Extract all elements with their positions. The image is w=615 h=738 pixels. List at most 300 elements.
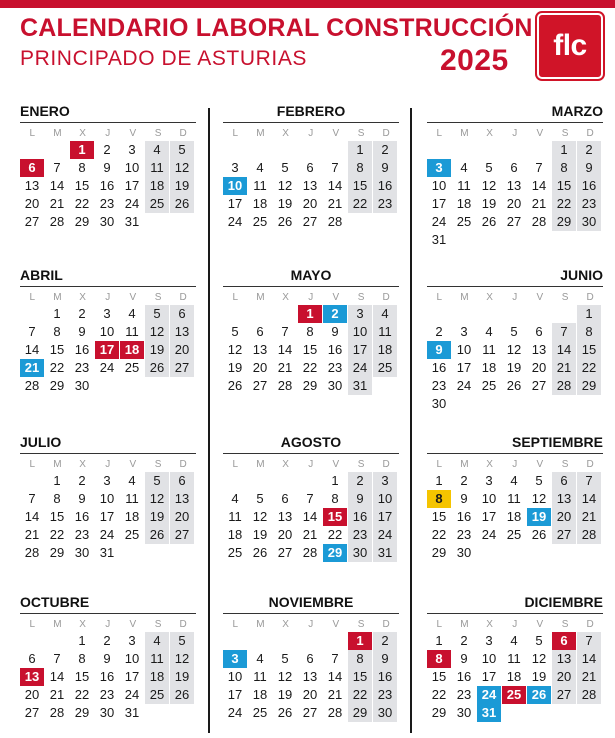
day-cell: 4 [256,160,264,175]
weekday-label: D [382,291,390,303]
weekday-label: J [308,458,314,470]
weekday-label: J [105,127,111,139]
day-cell: 9 [78,491,86,506]
day-cell: 26 [227,378,243,393]
weekend-day: 1 [348,141,372,159]
weekday-label: J [105,458,111,470]
day-cell: 12 [277,178,293,193]
empty-cell [248,632,272,650]
day-cell: 10 [124,160,140,175]
weekend-day: 21 [577,668,601,686]
weekend-day: 15 [348,668,372,686]
weekend-day: 27 [170,526,194,544]
empty-cell [298,141,322,159]
day-cell: 15 [49,509,65,524]
flc-logo [537,13,603,79]
day-cell: 16 [74,509,90,524]
day-cell: 20 [531,360,547,375]
day-cell: 11 [253,669,267,684]
weekend-day: 2 [577,141,601,159]
day-cell: 25 [252,214,268,229]
weekday-label: V [536,458,544,470]
day-grid [223,305,399,395]
weekend-day: 23 [348,526,372,544]
weekday-label: M [53,618,62,630]
weekday-label: D [586,127,594,139]
day-cell: 9 [460,491,468,506]
weekend-day: 18 [373,341,397,359]
empty-cell [477,305,501,323]
day-cell: 1 [78,633,86,648]
empty-cell [452,305,476,323]
day-cell: 21 [327,196,343,211]
day-cell: 15 [431,509,447,524]
day-cell: 11 [125,324,139,339]
day-cell: 27 [252,378,268,393]
weekday-label: L [232,618,239,630]
day-cell: 29 [74,705,90,720]
weekend-day: 30 [373,704,397,722]
weekend-day: 29 [552,213,576,231]
day-cell: 22 [49,527,65,542]
day-cell: 30 [431,396,447,411]
day-cell: 6 [256,324,264,339]
weekday-label: D [382,458,390,470]
weekday-label: M [460,127,469,139]
weekday-label: D [382,618,390,630]
logo-text: flc [553,29,587,62]
weekday-label: J [308,127,314,139]
month-name: FEBRERO [276,103,346,119]
day-cell: 23 [431,378,447,393]
weekend-day: 7 [552,323,576,341]
weekend-day: 8 [552,159,576,177]
day-cell: 9 [103,651,111,666]
weekday-label: J [308,618,314,630]
weekend-day: 13 [170,323,194,341]
day-cell: 13 [302,669,318,684]
weekday-label: X [486,458,493,470]
weekday-label: L [436,458,443,470]
weekday-label: J [105,291,111,303]
day-cell: 8 [53,491,61,506]
day-cell: 31 [124,214,140,229]
day-cell: 29 [74,214,90,229]
day-cell: 12 [481,178,497,193]
day-cell: 27 [302,214,318,229]
local-holiday-day: 9 [427,341,451,359]
day-cell: 24 [124,687,140,702]
weekend-day: 31 [373,544,397,562]
weekday-label: L [29,618,36,630]
day-grid [20,632,196,722]
weekday-header [427,289,603,305]
weekday-label: S [154,291,162,303]
empty-cell [273,305,297,323]
month-name: ABRIL [20,267,63,283]
day-cell: 21 [49,196,65,211]
holiday-day: 15 [323,508,347,526]
weekend-day: 2 [373,141,397,159]
day-cell: 3 [460,324,468,339]
weekend-day: 8 [577,323,601,341]
day-cell: 22 [431,687,447,702]
weekend-day: 4 [145,632,169,650]
day-cell: 24 [227,705,243,720]
weekday-label: S [154,618,162,630]
empty-cell [527,141,551,159]
day-cell: 21 [327,687,343,702]
day-cell: 1 [331,473,339,488]
day-cell: 11 [253,178,267,193]
day-cell: 22 [74,687,90,702]
weekday-label: V [332,127,340,139]
weekday-label: L [436,291,443,303]
day-cell: 6 [510,160,518,175]
weekday-label: M [460,291,469,303]
day-cell: 20 [506,196,522,211]
weekend-day: 24 [348,359,372,377]
day-cell: 28 [302,545,318,560]
weekday-label: V [129,127,137,139]
weekday-label: D [179,127,187,139]
day-cell: 14 [327,669,343,684]
day-cell: 7 [53,160,61,175]
day-cell: 26 [506,378,522,393]
weekday-label: X [79,618,86,630]
empty-cell [20,472,44,490]
weekend-day: 14 [577,650,601,668]
weekend-day: 12 [170,159,194,177]
weekday-label: X [282,291,289,303]
weekday-label: D [586,291,594,303]
empty-cell [273,632,297,650]
local-holiday-day: 29 [323,544,347,562]
empty-cell [248,305,272,323]
weekday-label: X [486,291,493,303]
empty-cell [527,305,551,323]
day-cell: 24 [99,360,115,375]
day-cell: 5 [535,473,543,488]
weekday-header [427,616,603,632]
weekend-day: 13 [552,490,576,508]
day-cell: 20 [277,527,293,542]
weekday-label: X [486,127,493,139]
day-cell: 18 [456,196,472,211]
day-cell: 21 [24,527,40,542]
weekday-label: S [357,291,365,303]
day-cell: 15 [431,669,447,684]
day-cell: 7 [53,651,61,666]
day-cell: 24 [481,527,497,542]
empty-cell [427,305,451,323]
day-cell: 14 [531,178,547,193]
day-cell: 10 [99,491,115,506]
weekday-label: L [436,127,443,139]
weekday-label: V [129,291,137,303]
day-cell: 12 [531,491,547,506]
month-rule [20,453,196,454]
day-cell: 23 [99,687,115,702]
weekend-day: 19 [170,177,194,195]
local-holiday-day: 3 [427,159,451,177]
weekend-day: 5 [145,305,169,323]
local-holiday-day: 31 [477,704,501,722]
weekend-day: 15 [552,177,576,195]
month-marzo [427,102,603,249]
day-cell: 25 [506,527,522,542]
month-name: SEPTIEMBRE [511,434,603,450]
empty-cell [273,141,297,159]
weekend-day: 17 [373,508,397,526]
local-holiday-day: 24 [477,686,501,704]
day-cell: 19 [277,196,293,211]
day-cell: 11 [482,342,496,357]
day-cell: 28 [327,214,343,229]
holiday-day: 18 [120,341,144,359]
weekday-label: J [512,291,518,303]
day-cell: 5 [231,324,239,339]
weekend-day: 29 [348,704,372,722]
day-cell: 30 [74,545,90,560]
weekend-day: 10 [348,323,372,341]
day-cell: 24 [227,214,243,229]
day-grid [20,472,196,562]
day-cell: 1 [53,306,61,321]
month-rule [223,122,399,123]
day-cell: 30 [327,378,343,393]
day-cell: 2 [103,142,111,157]
day-cell: 11 [125,491,139,506]
weekend-day: 5 [145,472,169,490]
empty-cell [223,472,247,490]
empty-cell [298,632,322,650]
day-cell: 25 [124,527,140,542]
weekend-day: 16 [373,177,397,195]
day-cell: 19 [277,687,293,702]
weekday-label: V [332,618,340,630]
weekend-day: 13 [552,650,576,668]
day-cell: 20 [24,196,40,211]
weekend-day: 23 [577,195,601,213]
weekday-label: X [282,458,289,470]
month-noviembre [223,593,399,722]
day-cell: 27 [277,545,293,560]
day-cell: 13 [302,178,318,193]
weekend-day: 11 [373,323,397,341]
day-cell: 4 [128,473,136,488]
day-cell: 17 [99,509,115,524]
empty-cell [502,141,526,159]
weekday-label: L [232,291,239,303]
weekend-day: 31 [348,377,372,395]
day-cell: 21 [302,527,318,542]
local-holiday-day: 3 [223,650,247,668]
day-cell: 19 [252,527,268,542]
day-cell: 29 [49,378,65,393]
month-mayo [223,266,399,395]
month-enero [20,102,196,231]
day-cell: 11 [457,178,471,193]
day-cell: 18 [252,687,268,702]
weekend-day: 15 [348,177,372,195]
day-cell: 18 [124,509,140,524]
month-rule [20,286,196,287]
weekday-header [20,125,196,141]
weekend-day: 3 [348,305,372,323]
day-cell: 7 [331,651,339,666]
day-cell: 30 [456,705,472,720]
day-cell: 25 [252,705,268,720]
weekend-day: 16 [373,668,397,686]
weekday-label: J [308,291,314,303]
day-cell: 30 [74,378,90,393]
day-cell: 10 [456,342,472,357]
empty-cell [20,305,44,323]
day-cell: 15 [74,178,90,193]
day-cell: 1 [53,473,61,488]
day-cell: 27 [506,214,522,229]
weekend-day: 10 [373,490,397,508]
day-cell: 16 [456,669,472,684]
day-cell: 28 [49,705,65,720]
day-cell: 19 [506,360,522,375]
weekday-label: D [179,291,187,303]
day-cell: 5 [485,160,493,175]
day-cell: 5 [510,324,518,339]
day-cell: 14 [49,669,65,684]
weekend-day: 28 [577,526,601,544]
day-grid [223,472,399,562]
weekend-day: 26 [170,686,194,704]
day-cell: 27 [24,214,40,229]
weekday-label: J [105,618,111,630]
weekday-header [223,125,399,141]
weekend-day: 26 [145,526,169,544]
weekend-day: 18 [145,668,169,686]
weekend-day: 25 [145,195,169,213]
day-cell: 16 [456,509,472,524]
weekend-day: 22 [577,359,601,377]
weekday-label: M [256,618,265,630]
weekend-day: 5 [170,141,194,159]
weekday-label: X [79,127,86,139]
day-cell: 30 [99,214,115,229]
day-cell: 30 [99,705,115,720]
day-cell: 11 [507,651,521,666]
weekday-label: M [256,127,265,139]
weekend-day: 9 [348,490,372,508]
day-cell: 2 [78,306,86,321]
month-septiembre [427,433,603,562]
day-cell: 29 [431,545,447,560]
day-cell: 10 [124,651,140,666]
month-rule [223,286,399,287]
weekend-day: 8 [348,650,372,668]
day-cell: 14 [277,342,293,357]
weekday-label: V [129,458,137,470]
day-cell: 23 [456,687,472,702]
page-title: CALENDARIO LABORAL CONSTRUCCIÓN [20,14,533,42]
weekend-day: 1 [577,305,601,323]
weekday-label: M [460,618,469,630]
weekday-label: L [29,458,36,470]
weekend-day: 25 [145,686,169,704]
weekday-label: S [357,618,365,630]
weekend-day: 9 [373,650,397,668]
weekend-day: 28 [577,686,601,704]
day-cell: 27 [24,705,40,720]
weekend-day: 3 [373,472,397,490]
weekend-day: 13 [170,490,194,508]
day-cell: 23 [99,196,115,211]
day-cell: 4 [256,651,264,666]
empty-cell [452,141,476,159]
holiday-day: 1 [298,305,322,323]
weekday-label: D [179,618,187,630]
month-diciembre [427,593,603,722]
weekend-day: 15 [577,341,601,359]
month-name: MARZO [551,103,603,119]
weekday-label: S [357,127,365,139]
day-cell: 31 [99,545,115,560]
weekday-label: X [486,618,493,630]
weekend-day: 1 [552,141,576,159]
day-cell: 24 [124,196,140,211]
day-cell: 13 [506,178,522,193]
weekend-day: 19 [145,508,169,526]
day-cell: 28 [24,545,40,560]
day-cell: 3 [103,306,111,321]
top-bar [0,0,615,8]
day-cell: 3 [128,142,136,157]
weekend-day: 26 [145,359,169,377]
day-cell: 28 [327,705,343,720]
day-cell: 4 [510,633,518,648]
weekend-day: 2 [373,632,397,650]
weekend-day: 6 [552,472,576,490]
day-cell: 7 [535,160,543,175]
month-rule [427,286,603,287]
day-cell: 13 [531,342,547,357]
day-cell: 2 [460,473,468,488]
weekend-day: 21 [552,359,576,377]
weekday-label: V [129,618,137,630]
holiday-day: 25 [502,686,526,704]
weekday-label: L [436,618,443,630]
day-cell: 25 [124,360,140,375]
weekday-label: M [53,458,62,470]
weekend-day: 6 [170,472,194,490]
day-cell: 26 [277,214,293,229]
day-cell: 18 [252,196,268,211]
day-cell: 22 [327,527,343,542]
month-name: DICIEMBRE [524,594,603,610]
weekend-day: 27 [170,359,194,377]
day-cell: 11 [507,491,521,506]
day-cell: 7 [331,160,339,175]
weekday-header [223,456,399,472]
empty-cell [223,305,247,323]
day-cell: 19 [481,196,497,211]
empty-cell [477,141,501,159]
day-cell: 14 [49,178,65,193]
weekday-header [223,289,399,305]
day-cell: 20 [252,360,268,375]
weekend-day: 17 [348,341,372,359]
day-cell: 12 [252,509,268,524]
day-cell: 6 [306,160,314,175]
